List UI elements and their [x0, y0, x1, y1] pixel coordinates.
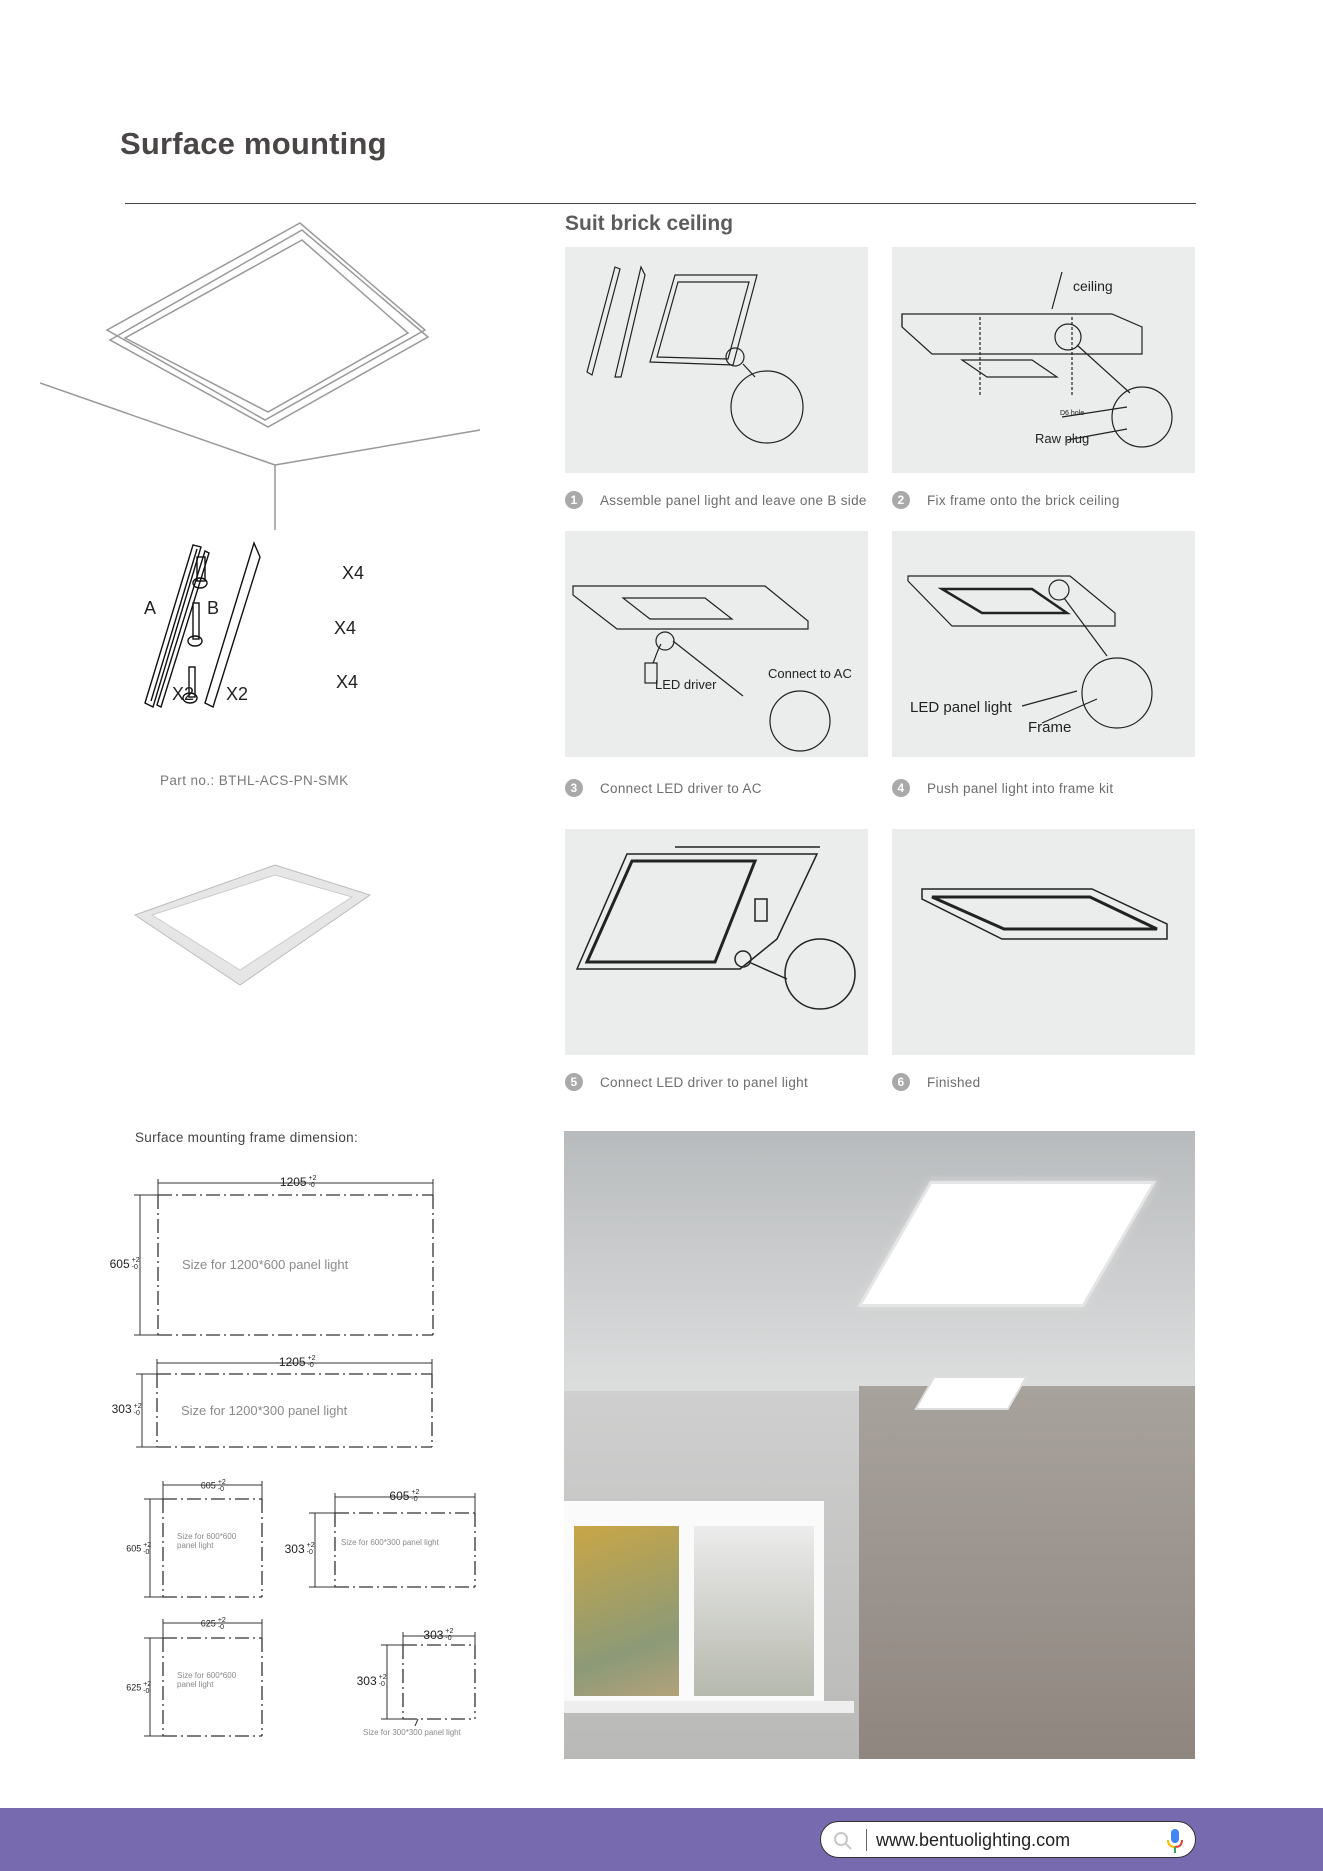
step-number-badge: 5 — [565, 1073, 583, 1091]
width-dimension-label — [423, 1628, 453, 1643]
search-icon — [833, 1831, 853, 1851]
step-1-caption — [565, 491, 867, 509]
tolerance-plus: +2 — [445, 1628, 454, 1636]
finished-room-photo — [564, 1131, 1195, 1759]
dimension-value: 605 — [109, 1256, 130, 1271]
tolerance-plus: +2 — [217, 1478, 226, 1486]
tolerance-plus: +2 — [133, 1402, 142, 1410]
width-dimension-label — [280, 1175, 317, 1190]
height-dimension-label — [285, 1542, 315, 1557]
frame-size-label: Size for 1200*600 panel light — [182, 1257, 349, 1272]
tolerance-minus: -0 — [133, 1409, 140, 1417]
step-6-illustration — [892, 829, 1195, 1055]
tolerance — [218, 1479, 226, 1493]
dimension-drawings — [0, 0, 520, 1780]
dimension-value: 1205 — [278, 1354, 306, 1369]
screw1-qty: X4 — [342, 563, 365, 583]
dimension-value: 1205 — [279, 1174, 307, 1189]
step-caption-text: Push panel light into frame kit — [927, 780, 1114, 796]
step-caption-text: Fix frame onto the brick ceiling — [927, 492, 1120, 508]
tolerance — [445, 1628, 453, 1642]
step-number-badge: 6 — [892, 1073, 910, 1091]
dimension-value: 605 — [200, 1480, 216, 1491]
dimension-value: 303 — [284, 1541, 305, 1556]
tolerance — [309, 1175, 317, 1189]
tolerance — [307, 1542, 315, 1556]
led-driver-label: LED driver — [655, 677, 717, 692]
width-dimension-label — [201, 1617, 226, 1631]
tolerance-minus: -0 — [411, 1496, 418, 1504]
tolerance-plus: +2 — [306, 1542, 315, 1550]
website-search-bar[interactable] — [820, 1821, 1196, 1858]
height-dimension-label — [126, 1542, 151, 1556]
tolerance-minus: -0 — [307, 1362, 314, 1370]
dimension-value: 605 — [126, 1543, 142, 1554]
part-b-qty: X2 — [226, 684, 249, 704]
tolerance-plus: +2 — [411, 1489, 420, 1497]
page-title: Surface mounting — [120, 126, 387, 161]
step-2-caption — [892, 491, 1120, 509]
ceiling-label: ceiling — [1073, 278, 1113, 294]
tolerance-minus: -0 — [445, 1635, 452, 1643]
step-2-illustration — [892, 247, 1195, 473]
tolerance — [143, 1681, 151, 1695]
raw-plug-label: Raw plug — [1035, 431, 1090, 446]
leader-line — [415, 1719, 418, 1726]
height-dimension-label — [357, 1674, 387, 1689]
tolerance-minus: -0 — [217, 1623, 225, 1631]
website-url[interactable]: www.bentuolighting.com — [876, 1830, 1071, 1850]
tolerance-plus: +2 — [378, 1674, 387, 1682]
tolerance-plus: +2 — [307, 1355, 316, 1363]
microphone-icon[interactable] — [1167, 1828, 1183, 1854]
part-a-qty: X2 — [172, 684, 195, 704]
section-title: Suit brick ceiling — [565, 212, 734, 235]
step-6-caption — [892, 1073, 980, 1091]
step-caption-text: Connect LED driver to panel light — [600, 1074, 809, 1090]
connect-ac-label: Connect to AC — [768, 666, 852, 681]
step-number-badge: 2 — [892, 491, 910, 509]
text-cursor — [866, 1829, 867, 1851]
tolerance-plus: +2 — [143, 1680, 152, 1688]
dimension-value: 303 — [423, 1627, 444, 1642]
step-4-caption — [892, 779, 1113, 797]
tolerance-minus: -0 — [217, 1485, 225, 1493]
step-3-caption — [565, 779, 762, 797]
tolerance-minus: -0 — [378, 1681, 385, 1689]
tolerance — [308, 1355, 316, 1369]
tolerance-plus: +2 — [217, 1616, 226, 1624]
tolerance-minus: -0 — [306, 1549, 313, 1557]
step-caption-text: Connect LED driver to AC — [600, 780, 762, 796]
part-b-label: B — [207, 598, 220, 618]
frame-label: Frame — [1028, 719, 1072, 736]
tolerance — [134, 1403, 142, 1417]
frame-size-label: Size for 300*300 panel light — [363, 1728, 461, 1737]
dimension-value: 625 — [126, 1682, 142, 1693]
height-dimension-label — [112, 1402, 142, 1417]
tolerance — [132, 1257, 140, 1271]
screw2-qty: X4 — [334, 618, 357, 638]
tolerance-minus: -0 — [131, 1264, 138, 1272]
tolerance — [143, 1542, 151, 1556]
tolerance — [411, 1489, 419, 1503]
height-dimension-label — [126, 1681, 151, 1695]
dimension-value: 625 — [200, 1618, 216, 1629]
d6-hole-label: D6 hole — [1060, 410, 1085, 417]
part-a-label: A — [144, 598, 157, 618]
step-4-illustration — [892, 531, 1195, 757]
dimension-value: 303 — [356, 1673, 377, 1688]
tolerance-minus: -0 — [143, 1548, 150, 1556]
step-number-badge: 3 — [565, 779, 583, 797]
width-dimension-label — [279, 1355, 316, 1370]
dimension-value: 605 — [389, 1488, 410, 1503]
tolerance-plus: +2 — [308, 1175, 317, 1183]
frame-size-label: Size for 600*600 panel light — [177, 1671, 237, 1689]
screw3-qty: X4 — [336, 672, 359, 692]
dimension-value: 303 — [111, 1402, 132, 1417]
step-number-badge: 4 — [892, 779, 910, 797]
step-5-illustration — [565, 829, 868, 1055]
height-dimension-label — [110, 1257, 140, 1272]
step-caption-text: Finished — [927, 1074, 981, 1090]
step-5-caption — [565, 1073, 808, 1091]
tolerance — [379, 1674, 387, 1688]
frame-size-label: Size for 600*300 panel light — [341, 1538, 439, 1547]
tolerance — [218, 1617, 226, 1631]
step-1-illustration — [565, 247, 868, 473]
tolerance-plus: +2 — [131, 1257, 140, 1265]
width-dimension-label — [389, 1489, 419, 1504]
led-panel-light-label: LED panel light — [910, 699, 1012, 716]
width-dimension-label — [201, 1479, 226, 1493]
part-number: Part no.: BTHL-ACS-PN-SMK — [160, 773, 349, 788]
tolerance-plus: +2 — [143, 1541, 152, 1549]
step-caption-text: Assemble panel light and leave one B side — [600, 492, 867, 508]
frame-size-label: Size for 600*600 panel light — [177, 1532, 237, 1550]
tolerance-minus: -0 — [143, 1687, 150, 1695]
tolerance-minus: -0 — [308, 1182, 315, 1190]
frame-size-label: Size for 1200*300 panel light — [181, 1402, 348, 1418]
step-3-illustration — [565, 531, 868, 757]
dimension-title: Surface mounting frame dimension: — [135, 1130, 359, 1145]
step-number-badge: 1 — [565, 491, 583, 509]
